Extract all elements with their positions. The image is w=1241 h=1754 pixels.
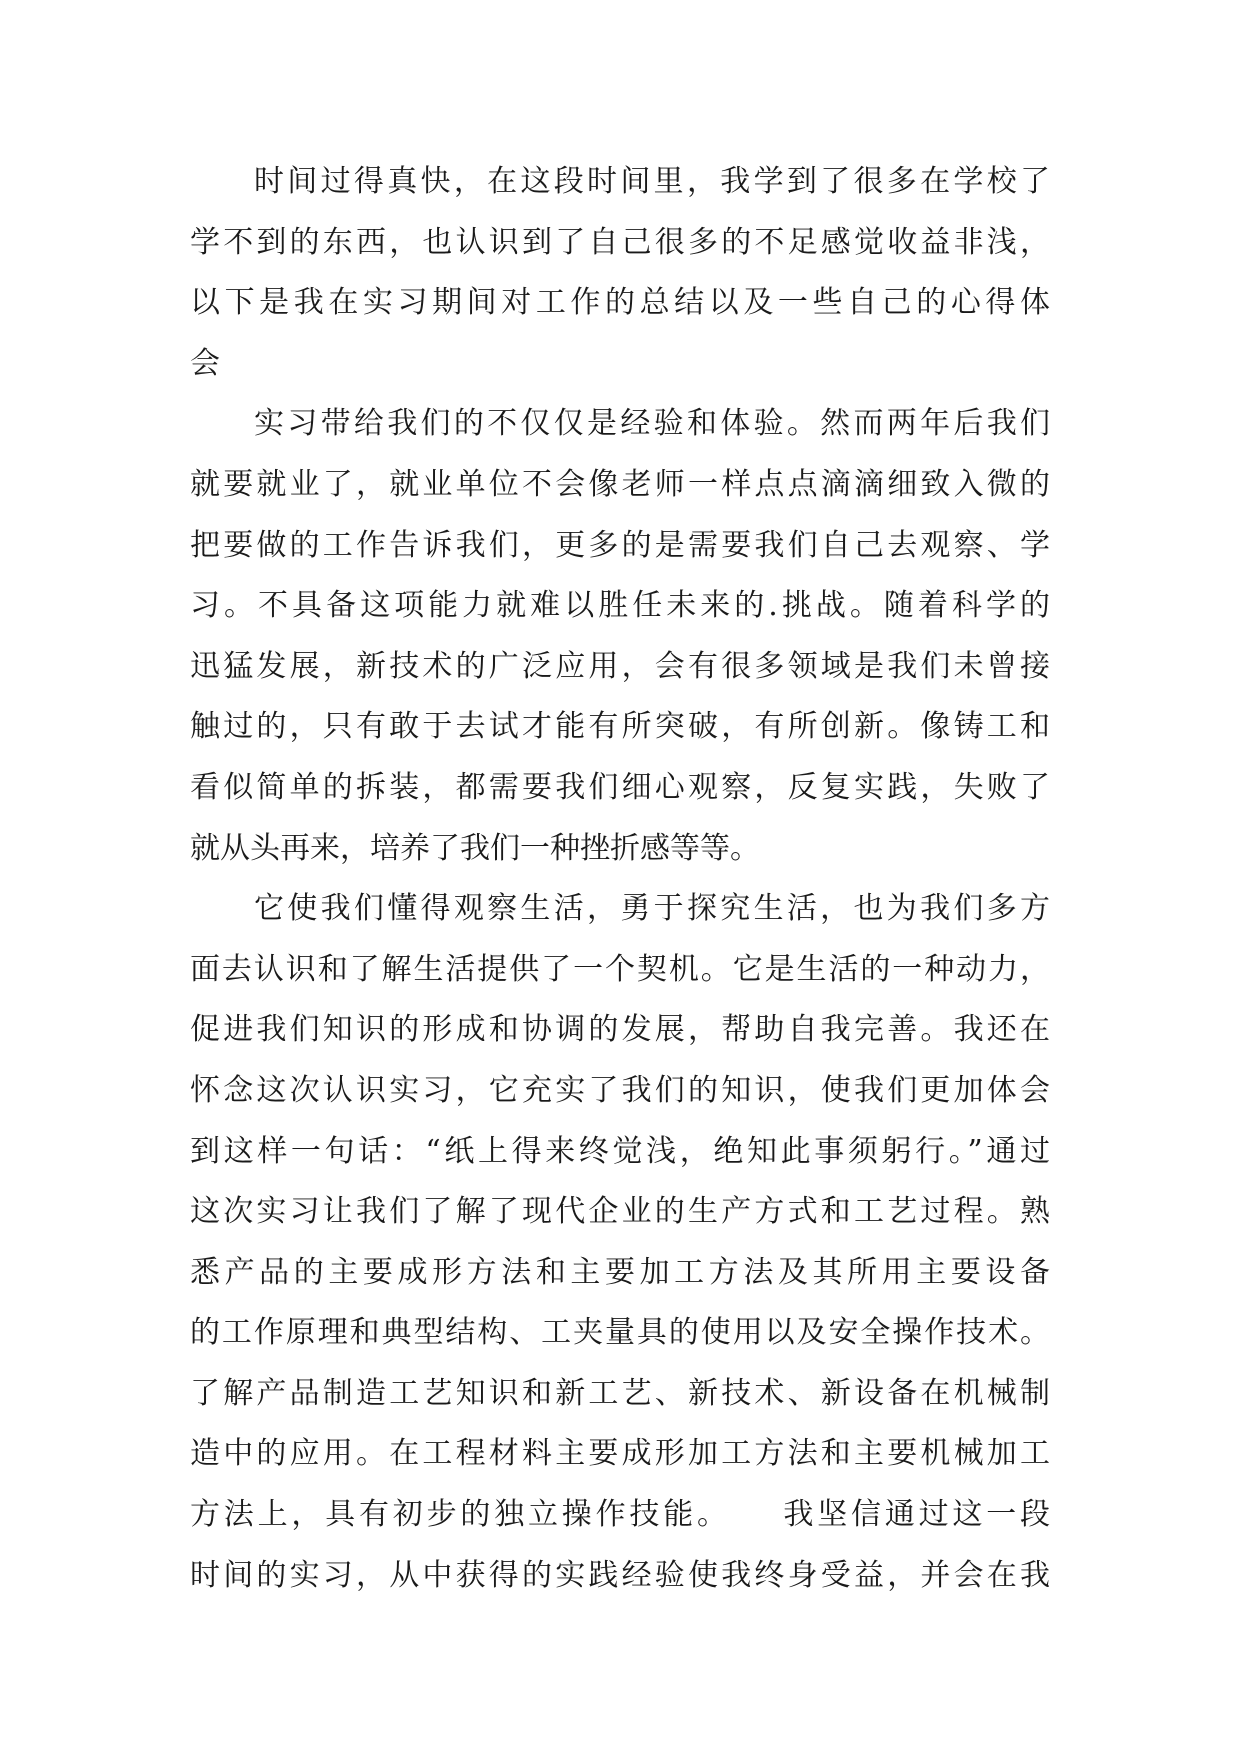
paragraph-3-line-7: 悉产品的主要成形方法和主要加工方法及其所用主要设备 [190,1254,1050,1290]
paragraph-2-line-5: 迅猛发展，新技术的广泛应用，会有很多领域是我们未曾接 [190,648,1050,684]
paragraph-3-line-8: 的工作原理和典型结构、工夹量具的使用以及安全操作技术。 [190,1315,1050,1351]
paragraph-2-line-2: 就要就业了，就业单位不会像老师一样点点滴滴细致入微的 [190,466,1050,502]
paragraph-1-line-1: 时间过得真快，在这段时间里，我学到了很多在学校了 [254,164,1050,199]
paragraph-2-line-8: 就从头再来，培养了我们一种挫折感等等。 [190,830,760,866]
paragraph-1-line-4: 会 [190,345,220,381]
document-body [190,152,1050,1606]
paragraph-3-line-1: 它使我们懂得观察生活，勇于探究生活，也为我们多方 [254,891,1050,927]
paragraph-1-line-3: 以下是我在实习期间对工作的总结以及一些自己的心得体 [190,285,1050,321]
paragraph-2-line-7: 看似简单的拆装，都需要我们细心观察，反复实践，失败了 [190,769,1050,805]
paragraph-2-line-4: 习。不具备这项能力就难以胜任未来的.挑战。随着科学的 [190,588,1050,624]
paragraph-2-line-1: 实习带给我们的不仅仅是经验和体验。然而两年后我们 [254,406,1050,442]
paragraph-3-line-9: 了解产品制造工艺知识和新工艺、新技术、新设备在机械制 [190,1375,1050,1411]
paragraph-3-line-5: 到这样一句话：“纸上得来终觉浅，绝知此事须躬行。”通过 [190,1133,1050,1169]
paragraph-3-line-2: 面去认识和了解生活提供了一个契机。它是生活的一种动力， [190,951,1050,987]
paragraph-3-line-11: 方法上，具有初步的独立操作技能。 我坚信通过这一段 [190,1497,1050,1533]
paragraph-1-line-2: 学不到的东西，也认识到了自己很多的不足感觉收益非浅， [190,224,1050,260]
paragraph-3-line-3: 促进我们知识的形成和协调的发展，帮助自我完善。我还在 [190,1012,1050,1048]
paragraph-2-line-6: 触过的，只有敢于去试才能有所突破，有所创新。像铸工和 [190,709,1050,745]
paragraph-3-line-4: 怀念这次认识实习，它充实了我们的知识，使我们更加体会 [190,1072,1050,1108]
paragraph-3-line-12: 时间的实习，从中获得的实践经验使我终身受益，并会在我 [190,1557,1050,1593]
paragraph-3-line-6: 这次实习让我们了解了现代企业的生产方式和工艺过程。熟 [190,1194,1050,1230]
paragraph-3-line-10: 造中的应用。在工程材料主要成形加工方法和主要机械加工 [190,1436,1050,1472]
paragraph-2-line-3: 把要做的工作告诉我们，更多的是需要我们自己去观察、学 [190,527,1050,563]
